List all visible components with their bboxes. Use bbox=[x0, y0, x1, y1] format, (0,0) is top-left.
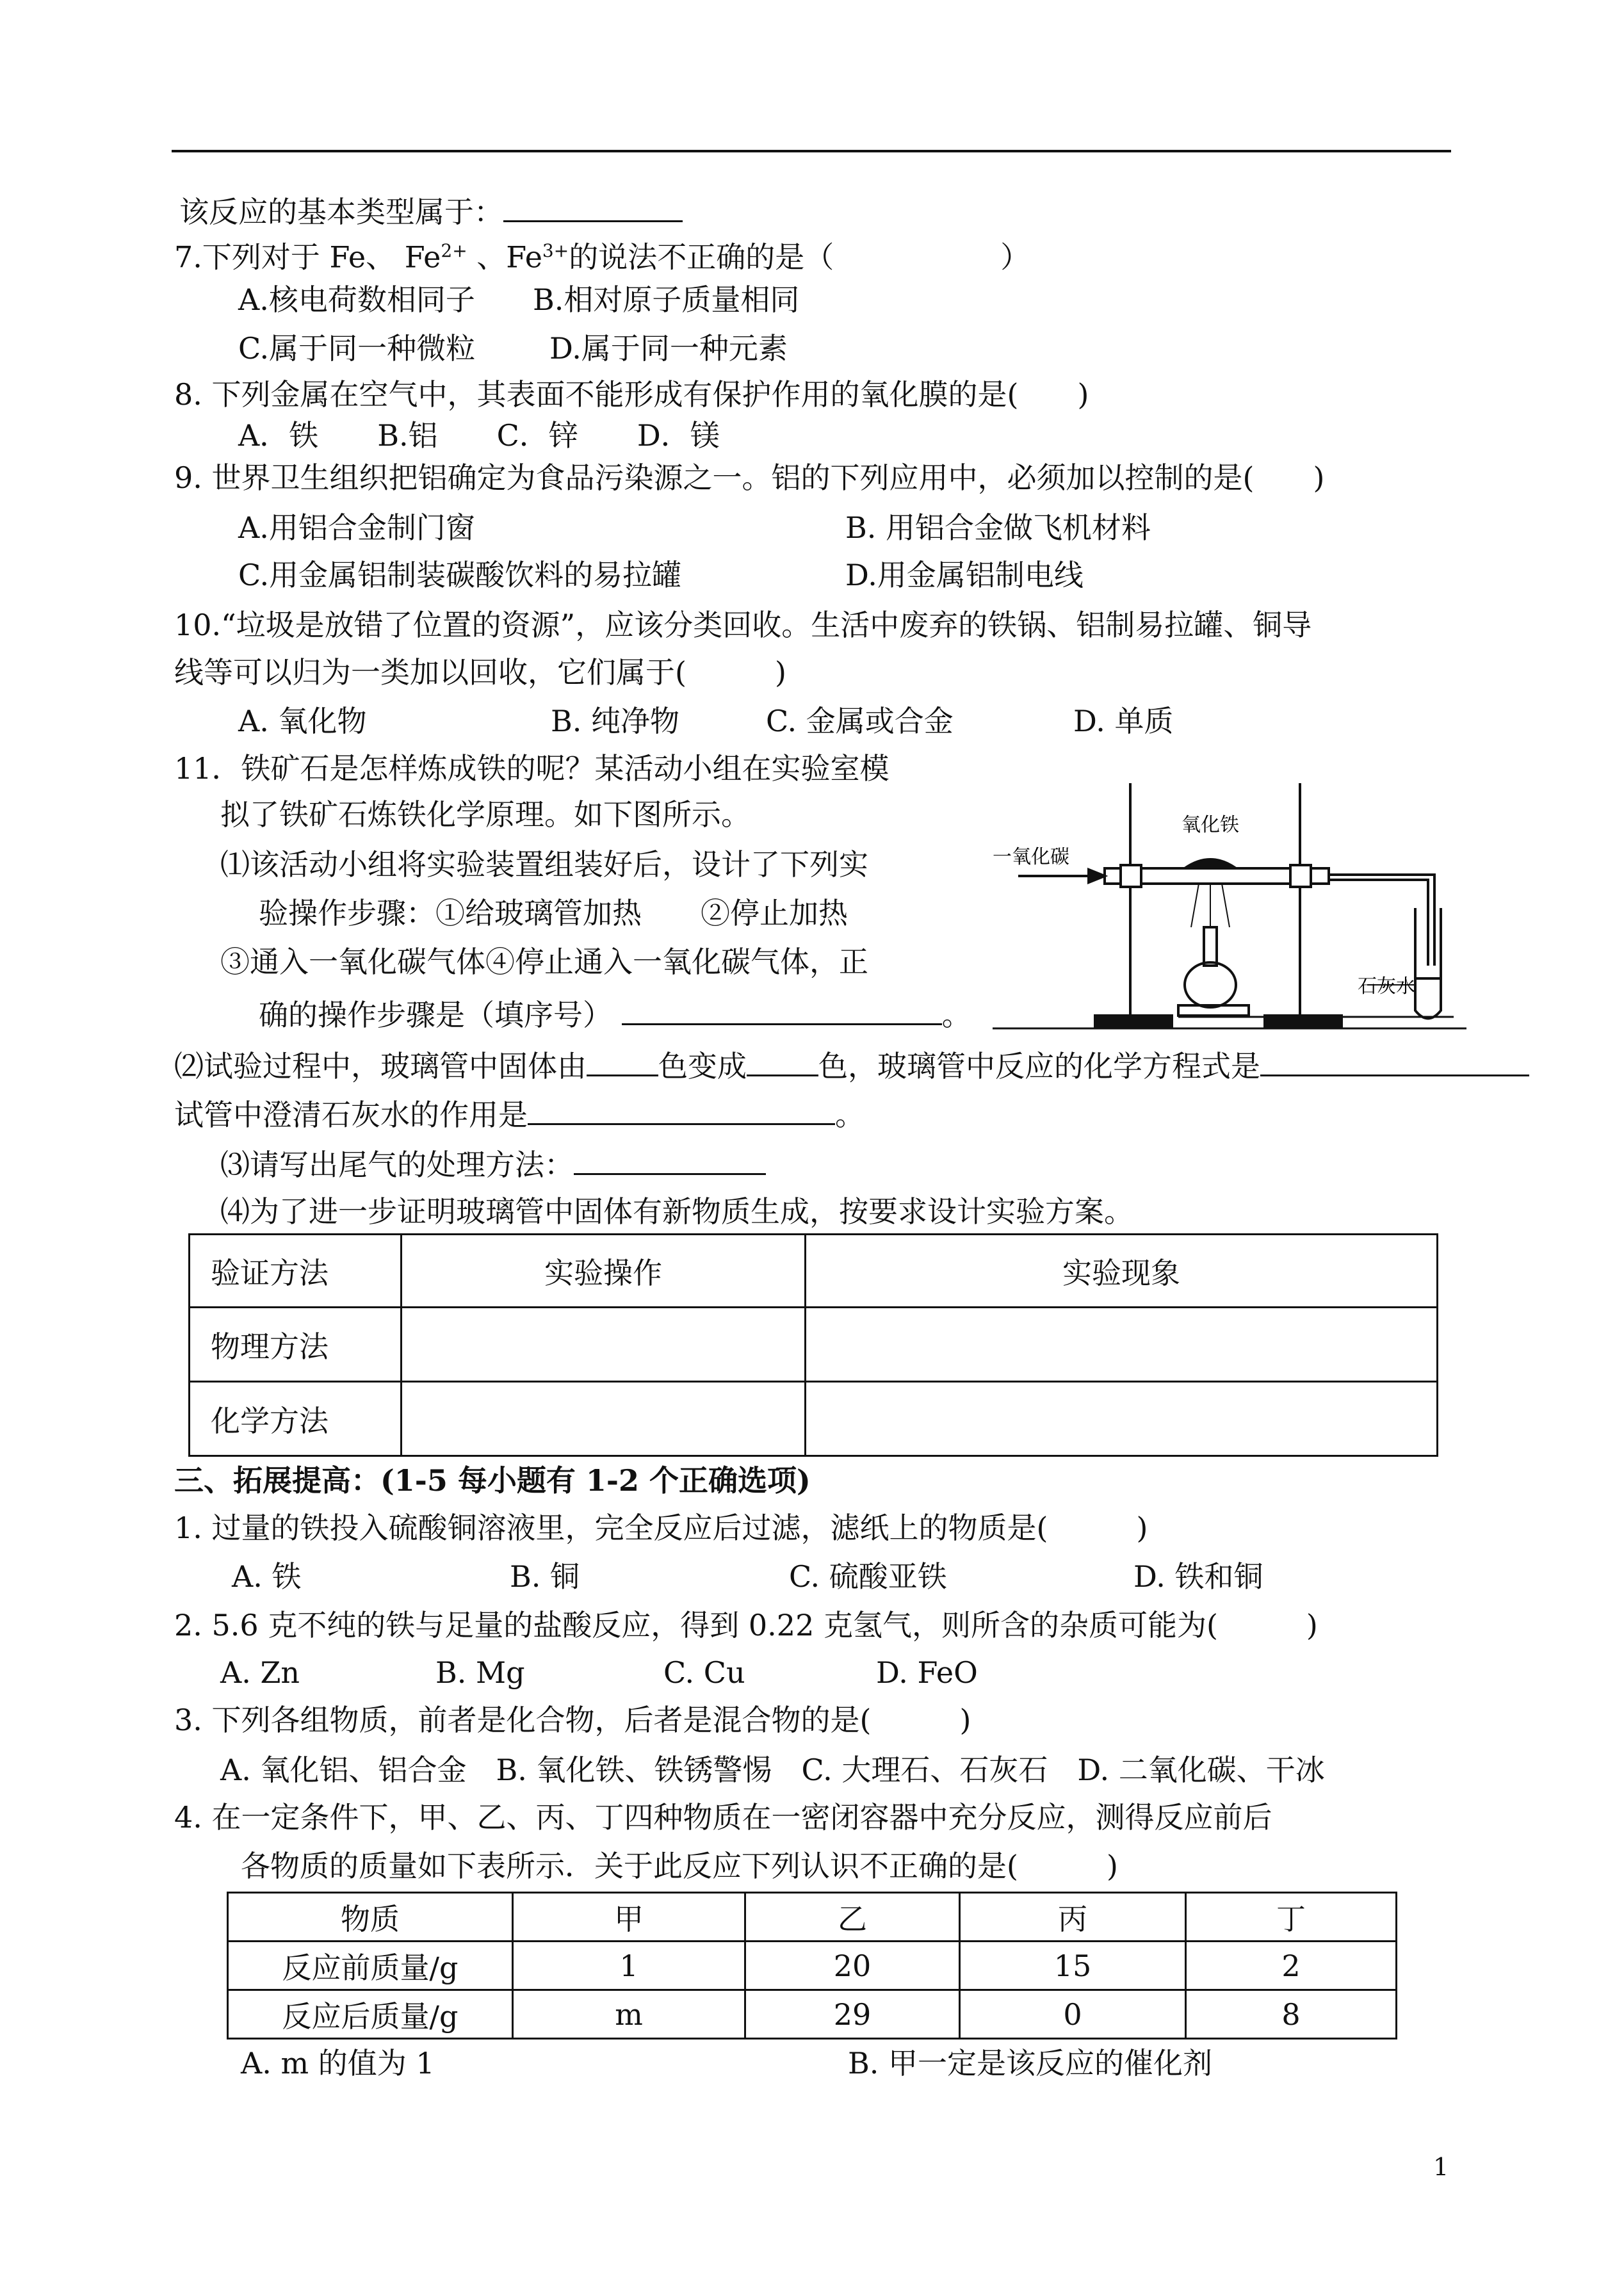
table-row bbox=[228, 1893, 1397, 1942]
figure-label-limewater: 石灰水 bbox=[1358, 975, 1415, 998]
q10-opt-b: B. 纯净物 bbox=[551, 704, 680, 738]
q11-p2-b: 色变成 bbox=[658, 1049, 747, 1083]
q11-p1-line4 bbox=[259, 995, 971, 1033]
q7-opt-d: D.属于同一种元素 bbox=[549, 331, 788, 366]
answer-blank[interactable] bbox=[503, 192, 683, 222]
s3-q2-opt-d: D. FeO bbox=[876, 1655, 978, 1690]
q7-opt-c: C.属于同一种微粒 bbox=[238, 331, 476, 366]
q11-p1-line1: ⑴该活动小组将实验装置组装好后，设计了下列实 bbox=[220, 847, 868, 882]
s3-q3-stem: 3. 下列各组物质，前者是化合物，后者是混合物的是( ) bbox=[174, 1703, 971, 1737]
s3-q4-line2: 各物质的质量如下表所示．关于此反应下列认识不正确的是( ) bbox=[241, 1849, 1118, 1883]
answer-blank[interactable] bbox=[587, 1046, 658, 1076]
q11-line1: 11．铁矿石是怎样炼成铁的呢？某活动小组在实验室模 bbox=[174, 751, 889, 786]
table-cell-empty[interactable] bbox=[402, 1308, 806, 1382]
q10-opt-d: D. 单质 bbox=[1073, 704, 1174, 738]
q9-opt-c: C.用金属铝制装碳酸饮料的易拉罐 bbox=[238, 558, 682, 592]
table-row bbox=[228, 1990, 1397, 2039]
table-cell: 反应前质量/g bbox=[228, 1942, 513, 1990]
table-cell: 0 bbox=[960, 1990, 1186, 2039]
table-cell: 29 bbox=[745, 1990, 960, 2039]
q9-stem: 9. 世界卫生组织把铝确定为食品污染源之一。铝的下列应用中，必须加以控制的是( ) bbox=[174, 460, 1325, 495]
s3-q4-line1: 4. 在一定条件下，甲、乙、丙、丁四种物质在一密闭容器中充分反应，测得反应前后 bbox=[174, 1800, 1272, 1835]
q7-sup2: 3+ bbox=[542, 240, 569, 261]
s3-q4-opt-b: B. 甲一定是该反应的催化剂 bbox=[848, 2046, 1213, 2080]
q7-sup1: 2+ bbox=[441, 240, 467, 261]
page-number: 1 bbox=[1433, 2153, 1449, 2181]
table-cell: 8 bbox=[1186, 1990, 1397, 2039]
q7-stem bbox=[174, 233, 1030, 275]
table-header: 甲 bbox=[513, 1893, 745, 1942]
q11-p1-line3: ③通入一氧化碳气体④停止通入一氧化碳气体，正 bbox=[220, 945, 868, 979]
q7-stem-pre: 7.下列对于 Fe、 Fe bbox=[174, 239, 441, 275]
q11-p1-line4-text: 确的操作步骤是（填序号） bbox=[259, 998, 612, 1032]
q11-line2: 拟了铁矿石炼铁化学原理。如下图所示。 bbox=[220, 797, 751, 832]
figure-label-fe2o3: 氧化铁 bbox=[1181, 814, 1239, 836]
table-cell-empty[interactable] bbox=[806, 1382, 1438, 1456]
table-cell: 化学方法 bbox=[190, 1382, 402, 1456]
q6-tail bbox=[179, 192, 683, 230]
s3-q2-stem: 2. 5.6 克不纯的铁与足量的盐酸反应，得到 0.22 克氢气，则所含的杂质可能为( ) bbox=[174, 1608, 1318, 1642]
q7-opt-a: A.核电荷数相同子 bbox=[238, 282, 475, 317]
answer-blank[interactable] bbox=[622, 995, 942, 1025]
table-header: 物质 bbox=[228, 1893, 513, 1942]
table-row bbox=[190, 1382, 1438, 1456]
table-header: 实验操作 bbox=[402, 1235, 806, 1308]
answer-blank[interactable] bbox=[528, 1095, 835, 1125]
table-header: 乙 bbox=[745, 1893, 960, 1942]
table-row bbox=[190, 1235, 1438, 1308]
q10-line1: 10.“垃圾是放错了位置的资源”，应该分类回收。生活中废弃的铁锅、铝制易拉罐、铜导 bbox=[174, 608, 1312, 642]
s3-q1-opt-c: C. 硫酸亚铁 bbox=[789, 1559, 947, 1594]
table-cell: 20 bbox=[745, 1942, 960, 1990]
table-header: 验证方法 bbox=[190, 1235, 402, 1308]
top-rule bbox=[172, 150, 1451, 152]
table-row bbox=[228, 1942, 1397, 1990]
q10-line2: 线等可以归为一类加以回收，它们属于( ) bbox=[174, 655, 786, 690]
q11-p2-line2-text: 试管中澄清石灰水的作用是 bbox=[174, 1098, 528, 1132]
q9-opt-a: A.用铝合金制门窗 bbox=[238, 510, 475, 545]
table-row bbox=[190, 1308, 1438, 1382]
table-cell: m bbox=[513, 1990, 745, 2039]
table-cell-empty[interactable] bbox=[806, 1308, 1438, 1382]
s3-q2-opt-b: B. Mg bbox=[435, 1655, 525, 1690]
table-header: 丙 bbox=[960, 1893, 1186, 1942]
s3-q2-opt-a: A. Zn bbox=[220, 1655, 300, 1690]
s3-q1-opt-d: D. 铁和铜 bbox=[1133, 1559, 1263, 1594]
table-cell: 反应后质量/g bbox=[228, 1990, 513, 2039]
table-cell: 2 bbox=[1186, 1942, 1397, 1990]
q7-stem-mid: 、Fe bbox=[467, 239, 542, 275]
q11-p2-c: 色，玻璃管中反应的化学方程式是 bbox=[818, 1049, 1260, 1083]
s3-q3-options: A. 氧化铝、铝合金 B. 氧化铁、铁锈警惕 C. 大理石、石灰石 D. 二氧化碳、干冰 bbox=[220, 1753, 1325, 1787]
q7-close: ） bbox=[1000, 239, 1030, 275]
q7-opt-b: B.相对原子质量相同 bbox=[533, 282, 800, 317]
q11-p3 bbox=[220, 1145, 766, 1183]
q11-p2-end: 。 bbox=[835, 1098, 865, 1132]
q11-p3-text: ⑶请写出尾气的处理方法： bbox=[220, 1148, 574, 1182]
q8-stem: 8. 下列金属在空气中，其表面不能形成有保护作用的氧化膜的是( ) bbox=[174, 377, 1089, 412]
s3-q4-opt-a: A. m 的值为 1 bbox=[241, 2046, 435, 2080]
answer-blank[interactable] bbox=[1260, 1046, 1529, 1076]
table-header: 丁 bbox=[1186, 1893, 1397, 1942]
s3-q1-opt-b: B. 铜 bbox=[510, 1559, 580, 1594]
table-header: 实验现象 bbox=[806, 1235, 1438, 1308]
figure-label-co: 一氧化碳 bbox=[993, 846, 1069, 868]
q7-stem-post: 的说法不正确的是（ bbox=[569, 239, 834, 275]
q10-opt-c: C. 金属或合金 bbox=[766, 704, 954, 738]
table-cell: 1 bbox=[513, 1942, 745, 1990]
q11-p4: ⑷为了进一步证明玻璃管中固体有新物质生成，按要求设计实验方案。 bbox=[220, 1194, 1133, 1229]
q10-opt-a: A. 氧化物 bbox=[238, 704, 367, 738]
q9-opt-d: D.用金属铝制电线 bbox=[845, 558, 1084, 592]
answer-blank[interactable] bbox=[747, 1046, 818, 1076]
q11-experiment-table bbox=[188, 1233, 1438, 1457]
table-cell: 15 bbox=[960, 1942, 1186, 1990]
s3-q1-opt-a: A. 铁 bbox=[232, 1559, 302, 1594]
q11-p1-end: 。 bbox=[941, 998, 971, 1032]
q8-options: A．铁 B.铝 C．锌 D．镁 bbox=[238, 418, 720, 453]
section3-title: 三、拓展提高：(1-5 每小题有 1-2 个正确选项) bbox=[174, 1463, 811, 1498]
s3-q2-opt-c: C. Cu bbox=[663, 1655, 745, 1690]
q9-opt-b: B. 用铝合金做飞机材料 bbox=[845, 510, 1151, 545]
q6-tail-text: 该反应的基本类型属于： bbox=[179, 195, 503, 229]
table-cell-empty[interactable] bbox=[402, 1382, 806, 1456]
q11-p2-line1 bbox=[174, 1046, 1529, 1084]
answer-blank[interactable] bbox=[574, 1145, 766, 1175]
mass-table bbox=[227, 1892, 1397, 2040]
q11-p2-line2 bbox=[174, 1095, 865, 1133]
q11-p1-line2: 验操作步骤：①给玻璃管加热 ②停止加热 bbox=[259, 896, 848, 930]
s3-q1-stem: 1. 过量的铁投入硫酸铜溶液里，完全反应后过滤，滤纸上的物质是( ) bbox=[174, 1511, 1148, 1545]
co-reduction-apparatus-figure bbox=[993, 774, 1466, 1036]
table-cell: 物理方法 bbox=[190, 1308, 402, 1382]
q11-p2-a: ⑵试验过程中，玻璃管中固体由 bbox=[174, 1049, 587, 1083]
